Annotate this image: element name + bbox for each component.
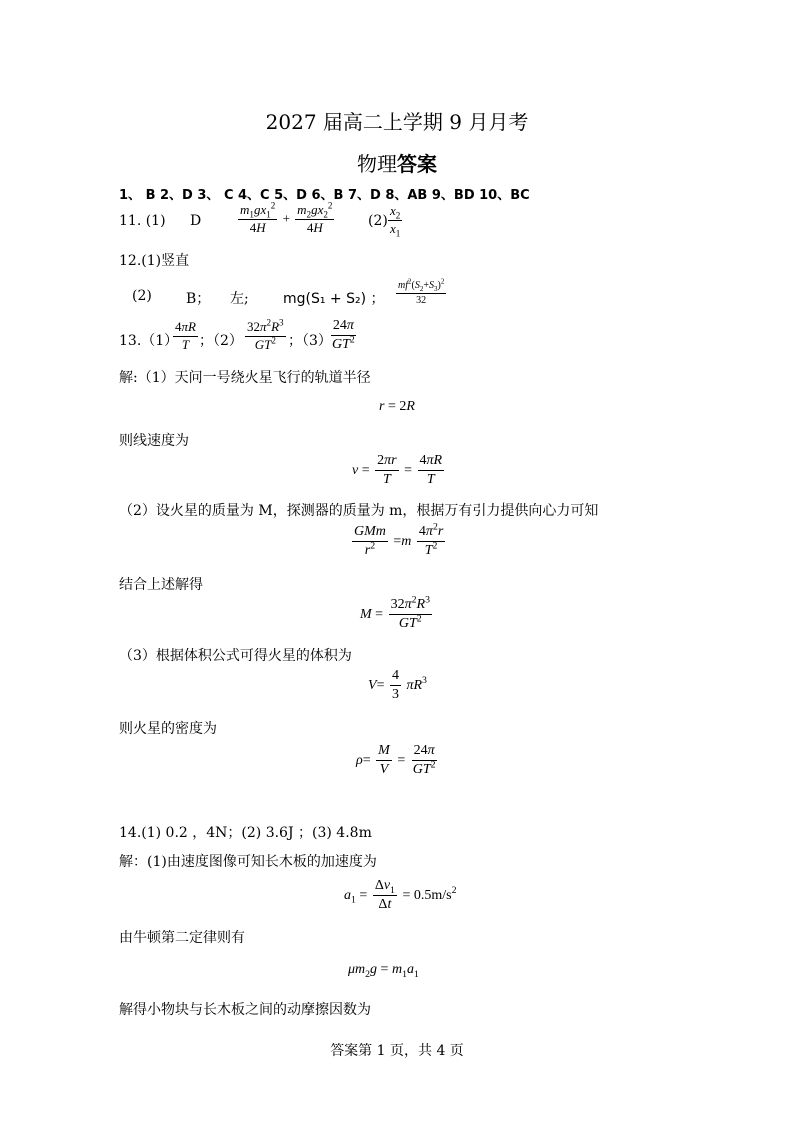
q13-ans3: $\frac{24\pi}{GT^2}$ (332, 318, 355, 353)
q13-eq-gravity: $\frac{\text{GMm}}{r^2}$ =m $\frac{4\pi^2r}{T^2}$ (354, 521, 444, 559)
q14-line1: 14.(1) 0.2 ，4N；(2) 3.6J ；(3) 4.8m (119, 825, 372, 841)
q13-line-p3: （3）根据体积公式可得火星的体积为 (119, 648, 352, 664)
q13-eq-v: v = $\frac{2\pi r}{T}$ = $\frac{4\pi R}{T}$ (352, 453, 443, 488)
q14-eq-accel: $a_1$ = $\frac{\Delta v_1}{\Delta t}$ = $0.5m/s^2$ (344, 878, 457, 913)
q13-sep3: ；（3） (288, 333, 332, 349)
q14-line-newton: 由牛顿第二定律则有 (119, 930, 245, 946)
q13-ans1: $\frac{4\pi R}{T}$ (175, 319, 196, 352)
page-title: 2027 届高二上学期 9 月月考 (265, 110, 529, 134)
page-footer: 答案第 1 页，共 4 页 (330, 1043, 464, 1059)
q12-part2-b: B； (186, 291, 211, 307)
q14-eq-newton: $\mu m_2g = m_1a_1$ (348, 962, 419, 980)
q13-line-density: 则火星的密度为 (119, 721, 217, 737)
q12-part2-expr: mg(S₁ + S₂) ； (283, 291, 385, 307)
q13-eq-mass: M = $\frac{32\pi^2R^3}{GT^2}$ (360, 594, 430, 632)
q13-eq-r: r = 2R (379, 399, 415, 414)
q13-label: 13.（1） (119, 333, 179, 349)
q13-line-p2: （2）设火星的质量为 M，探测器的质量为 m，根据万有引力提供向心力可知 (119, 503, 599, 519)
q12-part2-left: 左; (230, 291, 249, 307)
q13-sep2: ；（2） (199, 333, 243, 349)
page-subtitle (0, 148, 794, 177)
q12-part2-formula: $\frac{mf^2(S_2+S_3)^2}{32}$ (398, 277, 445, 306)
q13-eq-density: ρ= $\frac{M}{V}$ = $\frac{24\pi}{GT^2}$ (356, 743, 436, 778)
q11-formula: $\frac{m_1gx_1^2}{4H}$ + $\frac{m_2gx_2^2}{4H}$ (240, 200, 333, 235)
q13-line-combine: 结合上述解得 (119, 577, 203, 593)
subtitle-bold: 答案 (397, 152, 437, 176)
q13-ans2: $\frac{32\pi^2R^3}{GT^2}$ (247, 317, 284, 352)
q12-part2-label: (2) (132, 288, 152, 304)
subtitle-prefix: 物理 (357, 152, 397, 176)
q14-line-final: 解得小物块与长木板之间的动摩擦因数为 (119, 1002, 371, 1018)
q11-part2-formula: $\frac{x_2}{x_1}$ (390, 203, 401, 239)
q11-label: 11. (1) (119, 213, 166, 229)
q13-solution-intro: 解:（1）天问一号绕火星飞行的轨道半径 (119, 370, 371, 386)
choice-answers: 1、 B 2、D 3、 C 4、C 5、D 6、B 7、D 8、AB 9、BD 10、BC (119, 188, 530, 203)
q14-solution-intro: 解：(1)由速度图像可知长木板的加速度为 (119, 854, 377, 870)
q12-line1: 12.(1)竖直 (119, 253, 190, 269)
q11-part2-label: (2) (368, 213, 388, 229)
q11-choice: D (190, 213, 202, 229)
q13-line-v: 则线速度为 (119, 433, 189, 449)
q13-eq-volume: V= $\frac{4}{3}$ $\pi R^3$ (368, 668, 427, 703)
